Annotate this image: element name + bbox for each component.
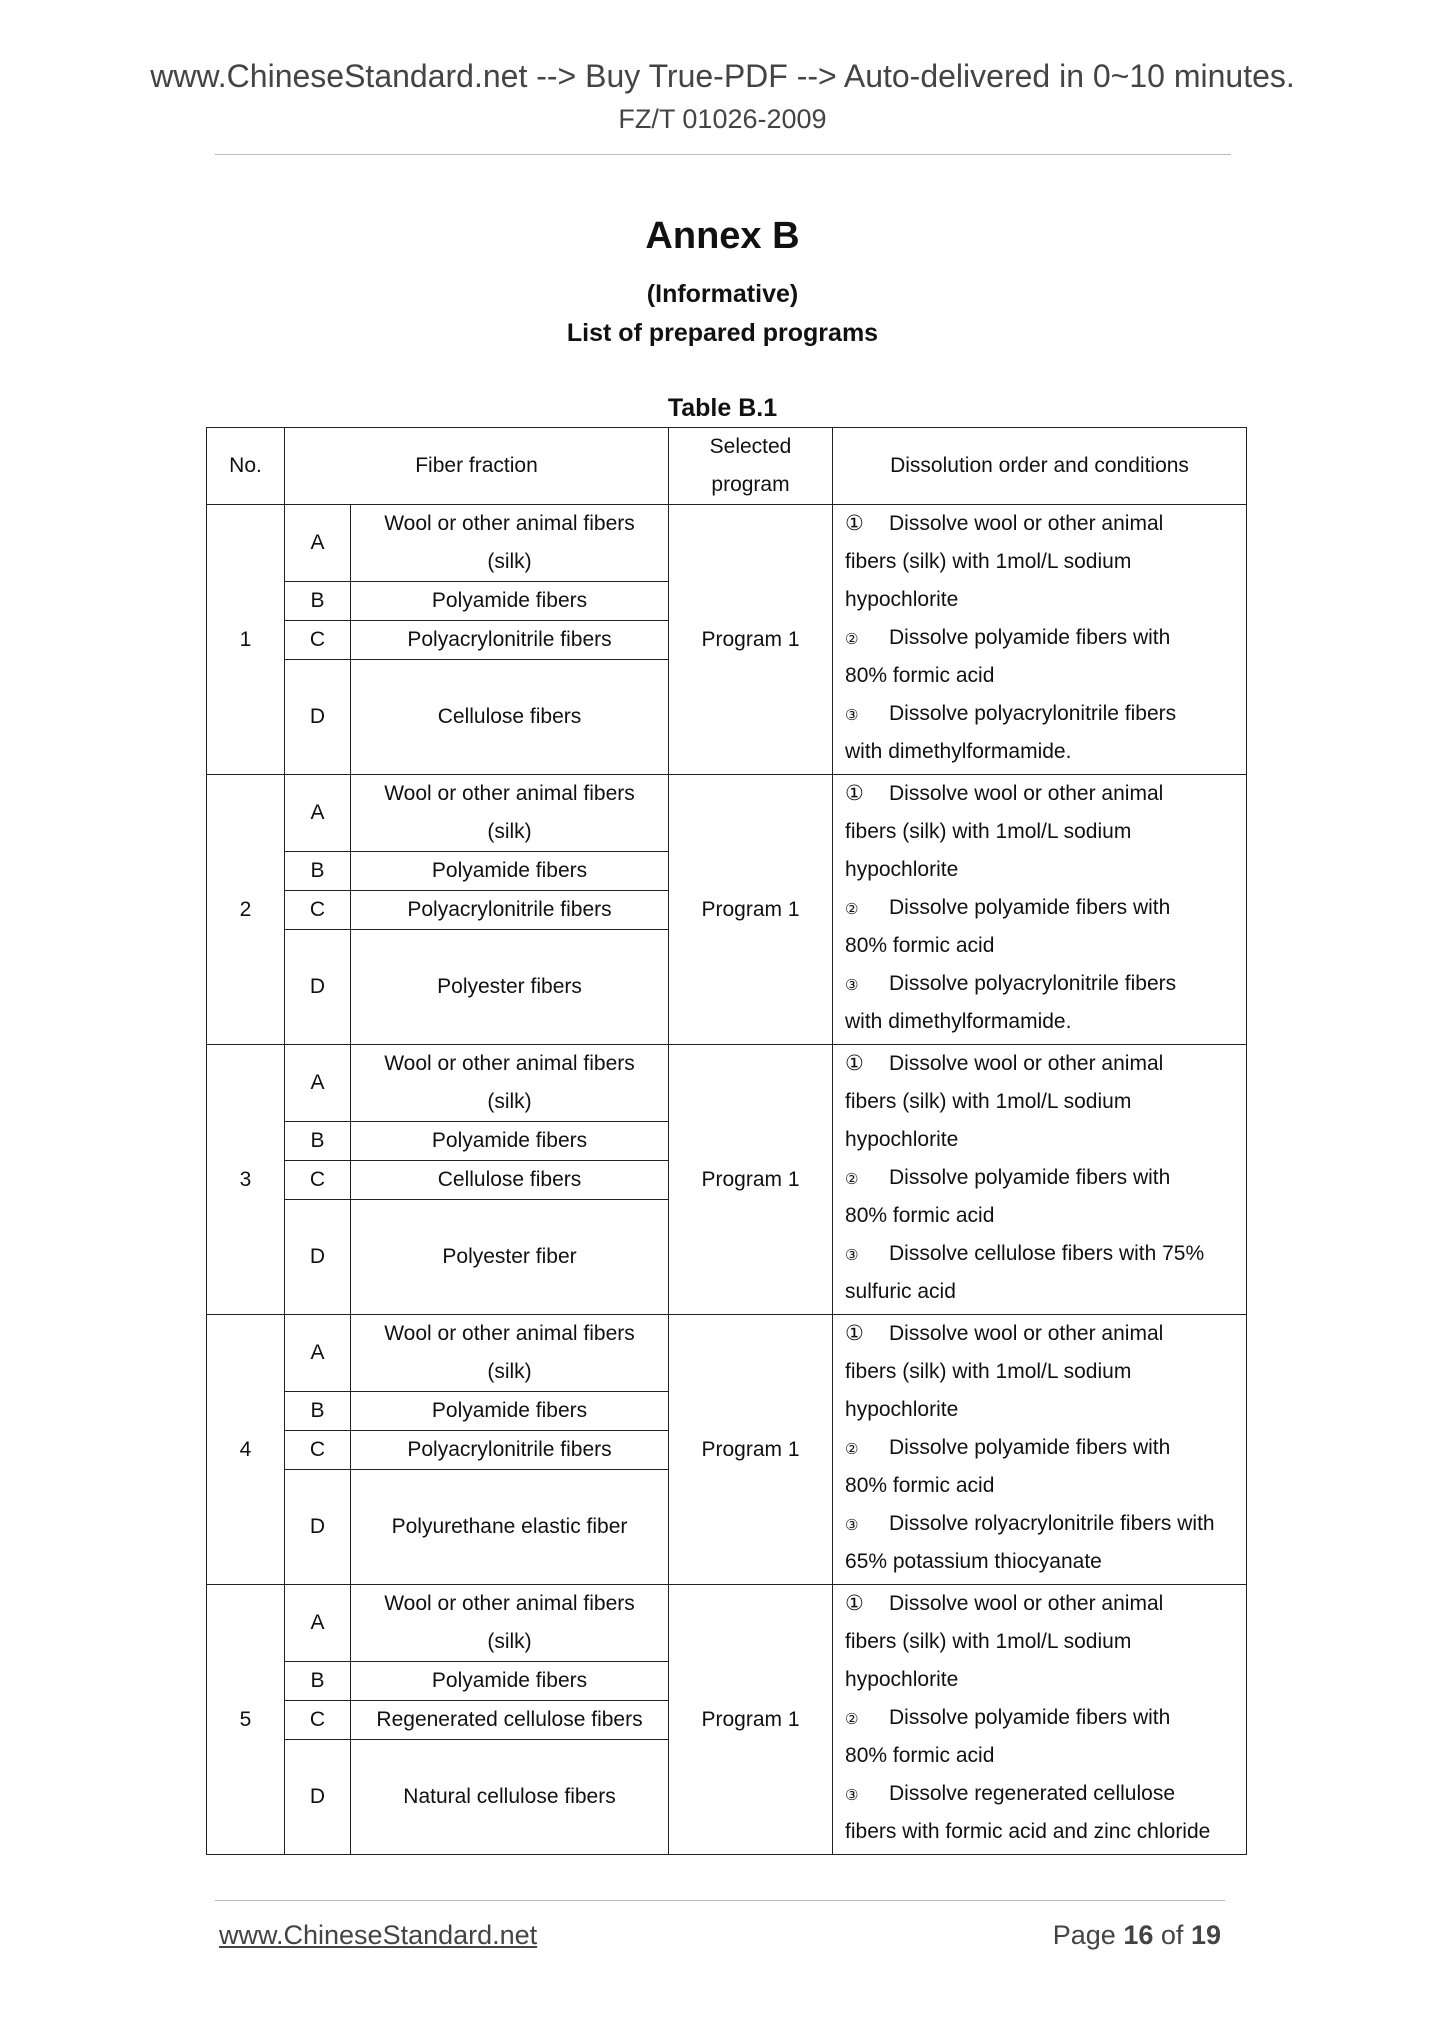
fiber-name	[351, 1122, 669, 1161]
step-marker: ③	[845, 1247, 859, 1264]
dissolution-text: Dissolve polyacrylonitrile fibers	[889, 972, 1177, 995]
fiber-name	[351, 1315, 669, 1392]
fiber-name-line: Polyacrylonitrile fibers	[407, 628, 612, 651]
fiber-name	[351, 1045, 669, 1122]
dissolution-line	[845, 1197, 1236, 1235]
dissolution-text: Dissolve wool or other animal	[889, 512, 1164, 535]
header-dissolution: Dissolution order and conditions	[833, 428, 1247, 505]
dissolution-text: with dimethylformamide.	[845, 1010, 1072, 1033]
dissolution-line	[845, 775, 1236, 813]
row-number: 5	[207, 1585, 285, 1855]
dissolution-line	[845, 1661, 1236, 1699]
dissolution-line	[845, 543, 1236, 581]
selected-program: Program 1	[669, 1315, 833, 1585]
dissolution-line	[845, 1813, 1236, 1851]
fiber-name-line: Wool or other animal fibers	[384, 1052, 635, 1075]
step-marker: ③	[845, 1787, 859, 1804]
dissolution-line	[845, 1273, 1236, 1311]
dissolution-text: Dissolve polyamide fibers with	[889, 626, 1171, 649]
step-marker: ①	[845, 512, 864, 535]
dissolution-line	[845, 1315, 1236, 1353]
fiber-letter: A	[285, 1315, 351, 1392]
fiber-letter: D	[285, 660, 351, 775]
dissolution-line	[845, 1737, 1236, 1775]
dissolution-line	[845, 1505, 1236, 1543]
dissolution-text: fibers (silk) with 1mol/L sodium	[845, 1360, 1132, 1383]
dissolution-line	[845, 1121, 1236, 1159]
dissolution-line	[845, 927, 1236, 965]
fiber-name	[351, 1470, 669, 1585]
dissolution-text: hypochlorite	[845, 1668, 959, 1691]
step-marker: ①	[845, 1592, 864, 1615]
page-label: Page	[1052, 1920, 1116, 1950]
fiber-name-line: Polyamide fibers	[431, 1399, 588, 1422]
fiber-name-line: Polyester fibers	[437, 975, 582, 998]
selected-program: Program 1	[669, 505, 833, 775]
dissolution-text: Dissolve polyamide fibers with	[889, 1706, 1171, 1729]
page-current: 16	[1123, 1920, 1154, 1950]
fiber-letter: A	[285, 775, 351, 852]
fiber-letter: D	[285, 930, 351, 1045]
footer-site-link[interactable]: www.ChineseStandard.net	[219, 1920, 538, 1950]
fiber-name	[351, 1662, 669, 1701]
dissolution-text: with dimethylformamide.	[845, 740, 1072, 763]
fiber-name-line: Polyacrylonitrile fibers	[407, 898, 612, 921]
dissolution-conditions	[833, 1585, 1247, 1855]
step-marker: ②	[845, 631, 859, 648]
fiber-name	[351, 505, 669, 582]
annex-type: (Informative)	[646, 280, 799, 308]
dissolution-text: Dissolve polyamide fibers with	[889, 896, 1171, 919]
dissolution-text: Dissolve rolyacrylonitrile fibers with	[889, 1512, 1215, 1535]
fiber-name-line: Cellulose fibers	[437, 1168, 582, 1191]
dissolution-text: 80% formic acid	[845, 1744, 995, 1767]
fiber-name-line: Cellulose fibers	[437, 705, 582, 728]
fiber-name-line: Wool or other animal fibers	[384, 1322, 635, 1345]
dissolution-text: fibers (silk) with 1mol/L sodium	[845, 1630, 1132, 1653]
programs-table	[206, 427, 1247, 1855]
header-banner: www.ChineseStandard.net --> Buy True-PDF --> Auto-delivered in 0~10 minutes.	[150, 58, 1295, 94]
fiber-name-line: (silk)	[487, 1090, 532, 1113]
table-caption: Table B.1	[667, 394, 778, 422]
dissolution-text: hypochlorite	[845, 858, 959, 881]
header-selected-program	[669, 428, 833, 505]
fiber-letter: D	[285, 1470, 351, 1585]
dissolution-text: sulfuric acid	[845, 1280, 956, 1303]
fiber-name-line: Natural cellulose fibers	[403, 1785, 616, 1808]
step-marker: ②	[845, 1711, 859, 1728]
standard-code: FZ/T 01026-2009	[618, 104, 827, 134]
fiber-name-line: (silk)	[487, 1360, 532, 1383]
dissolution-text: fibers (silk) with 1mol/L sodium	[845, 550, 1132, 573]
fiber-name-line: (silk)	[487, 1630, 532, 1653]
dissolution-text: hypochlorite	[845, 1398, 959, 1421]
table-header-row	[207, 428, 1247, 505]
dissolution-line	[845, 1003, 1236, 1041]
dissolution-text: Dissolve polyamide fibers with	[889, 1166, 1171, 1189]
dissolution-line	[845, 1353, 1236, 1391]
dissolution-text: 80% formic acid	[845, 1204, 995, 1227]
dissolution-text: 80% formic acid	[845, 1474, 995, 1497]
table-row	[207, 505, 1247, 582]
annex-subtitle: List of prepared programs	[566, 319, 879, 347]
fiber-name	[351, 1161, 669, 1200]
header-program-line1: Selected	[709, 435, 792, 458]
dissolution-line	[845, 851, 1236, 889]
fiber-name-line: Polyurethane elastic fiber	[391, 1515, 628, 1538]
fiber-letter: C	[285, 621, 351, 660]
step-marker: ②	[845, 1171, 859, 1188]
step-marker: ②	[845, 1441, 859, 1458]
fiber-letter: B	[285, 1662, 351, 1701]
dissolution-line	[845, 1045, 1236, 1083]
fiber-name-line: Wool or other animal fibers	[384, 782, 635, 805]
dissolution-line	[845, 695, 1236, 733]
fiber-name-line: Polyamide fibers	[431, 1669, 588, 1692]
dissolution-line	[845, 1543, 1236, 1581]
fiber-name-line: Wool or other animal fibers	[384, 512, 635, 535]
dissolution-text: Dissolve wool or other animal	[889, 1592, 1164, 1615]
page-total: 19	[1190, 1920, 1221, 1950]
fiber-name-line: Polyamide fibers	[431, 859, 588, 882]
dissolution-text: Dissolve wool or other animal	[889, 1322, 1164, 1345]
fiber-letter: B	[285, 582, 351, 621]
dissolution-text: fibers with formic acid and zinc chloride	[845, 1820, 1211, 1843]
fiber-letter: B	[285, 1392, 351, 1431]
step-marker: ②	[845, 901, 859, 918]
fiber-letter: D	[285, 1200, 351, 1315]
selected-program: Program 1	[669, 1585, 833, 1855]
table-row	[207, 775, 1247, 852]
dissolution-line	[845, 1775, 1236, 1813]
fiber-name	[351, 1585, 669, 1662]
dissolution-conditions	[833, 775, 1247, 1045]
dissolution-line	[845, 1429, 1236, 1467]
selected-program: Program 1	[669, 775, 833, 1045]
fiber-letter: C	[285, 1701, 351, 1740]
fiber-letter: D	[285, 1740, 351, 1855]
fiber-name	[351, 775, 669, 852]
fiber-name	[351, 1431, 669, 1470]
page-title: Annex B	[645, 215, 800, 257]
dissolution-line	[845, 1623, 1236, 1661]
fiber-name-line: Polyamide fibers	[431, 1129, 588, 1152]
row-number: 4	[207, 1315, 285, 1585]
dissolution-text: 80% formic acid	[845, 934, 995, 957]
dissolution-text: Dissolve cellulose fibers with 75%	[889, 1242, 1205, 1265]
dissolution-line	[845, 965, 1236, 1003]
dissolution-text: hypochlorite	[845, 1128, 959, 1151]
step-marker: ①	[845, 782, 864, 805]
row-number: 2	[207, 775, 285, 1045]
step-marker: ①	[845, 1052, 864, 1075]
dissolution-text: 65% potassium thiocyanate	[845, 1550, 1102, 1573]
dissolution-text: fibers (silk) with 1mol/L sodium	[845, 1090, 1132, 1113]
fiber-name-line: (silk)	[487, 550, 532, 573]
dissolution-line	[845, 581, 1236, 619]
dissolution-line	[845, 657, 1236, 695]
fiber-name	[351, 1740, 669, 1855]
table-row	[207, 1315, 1247, 1392]
fiber-name-line: Polyester fiber	[442, 1245, 577, 1268]
fiber-name	[351, 891, 669, 930]
table-row	[207, 1585, 1247, 1662]
dissolution-line	[845, 1391, 1236, 1429]
dissolution-text: fibers (silk) with 1mol/L sodium	[845, 820, 1132, 843]
dissolution-text: Dissolve wool or other animal	[889, 782, 1164, 805]
dissolution-line	[845, 1467, 1236, 1505]
dissolution-text: Dissolve polyacrylonitrile fibers	[889, 702, 1177, 725]
dissolution-line	[845, 619, 1236, 657]
page-number	[1053, 1920, 1221, 1951]
step-marker: ③	[845, 1517, 859, 1534]
dissolution-text: Dissolve regenerated cellulose	[889, 1782, 1176, 1805]
dissolution-line	[845, 1699, 1236, 1737]
dissolution-line	[845, 1235, 1236, 1273]
dissolution-line	[845, 1585, 1236, 1623]
dissolution-line	[845, 1083, 1236, 1121]
dissolution-conditions	[833, 1045, 1247, 1315]
dissolution-conditions	[833, 1315, 1247, 1585]
row-number: 3	[207, 1045, 285, 1315]
dissolution-conditions	[833, 505, 1247, 775]
fiber-name	[351, 1200, 669, 1315]
dissolution-line	[845, 1159, 1236, 1197]
row-number: 1	[207, 505, 285, 775]
fiber-letter: A	[285, 505, 351, 582]
header-no: No.	[207, 428, 285, 505]
dissolution-text: hypochlorite	[845, 588, 959, 611]
fiber-name	[351, 582, 669, 621]
header-program-line2: program	[711, 473, 790, 496]
fiber-name	[351, 1701, 669, 1740]
dissolution-text: 80% formic acid	[845, 664, 995, 687]
fiber-letter: A	[285, 1585, 351, 1662]
fiber-name	[351, 660, 669, 775]
fiber-letter: C	[285, 1161, 351, 1200]
page-of: of	[1160, 1920, 1184, 1950]
fiber-name-line: Polyamide fibers	[431, 589, 588, 612]
step-marker: ③	[845, 977, 859, 994]
table-row	[207, 1045, 1247, 1122]
selected-program: Program 1	[669, 1045, 833, 1315]
fiber-name	[351, 930, 669, 1045]
fiber-letter: B	[285, 1122, 351, 1161]
header-fiber-fraction: Fiber fraction	[285, 428, 669, 505]
fiber-letter: B	[285, 852, 351, 891]
footer-divider	[215, 1900, 1225, 1901]
fiber-name-line: Regenerated cellulose fibers	[376, 1708, 643, 1731]
fiber-name	[351, 1392, 669, 1431]
dissolution-line	[845, 733, 1236, 771]
dissolution-text: Dissolve wool or other animal	[889, 1052, 1164, 1075]
fiber-letter: C	[285, 1431, 351, 1470]
step-marker: ①	[845, 1322, 864, 1345]
fiber-name-line: Polyacrylonitrile fibers	[407, 1438, 612, 1461]
fiber-name-line: (silk)	[487, 820, 532, 843]
step-marker: ③	[845, 707, 859, 724]
dissolution-line	[845, 505, 1236, 543]
fiber-name	[351, 852, 669, 891]
dissolution-text: Dissolve polyamide fibers with	[889, 1436, 1171, 1459]
fiber-name	[351, 621, 669, 660]
fiber-name-line: Wool or other animal fibers	[384, 1592, 635, 1615]
dissolution-line	[845, 889, 1236, 927]
fiber-letter: C	[285, 891, 351, 930]
fiber-letter: A	[285, 1045, 351, 1122]
header-divider	[215, 154, 1231, 155]
dissolution-line	[845, 813, 1236, 851]
